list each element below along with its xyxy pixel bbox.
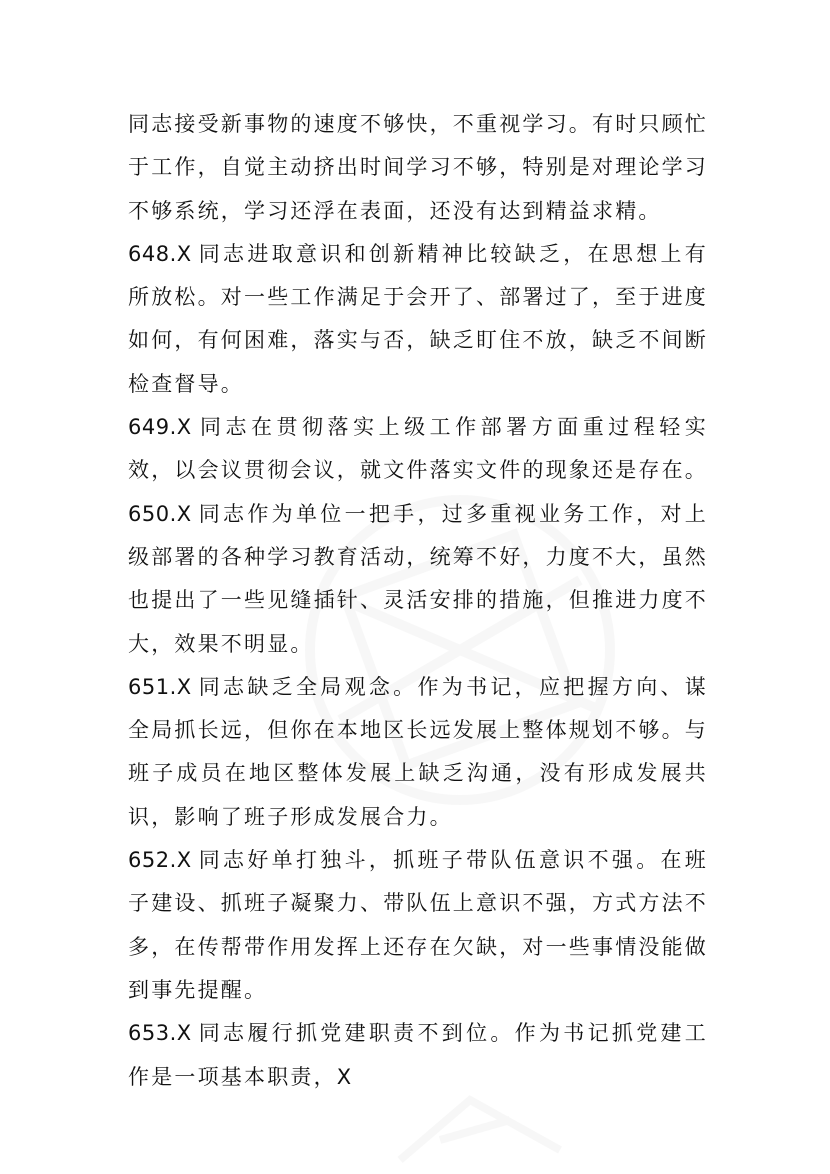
paragraph-653 [128, 1012, 708, 1099]
item-number: 648.X [128, 241, 192, 266]
paragraph-text: 同志履行抓党建职责不到位。作为书记抓党建工作是一项基本职责，X [128, 1021, 708, 1089]
paragraph-text: 同志进取意识和创新精神比较缺乏，在思想上有所放松。对一些工作满足于会开了、部署过了，至于进度如何，有何困难，落实与否，缺乏盯住不放，缺乏不间断检查督导。 [128, 241, 708, 396]
paragraph-647-continued [128, 103, 708, 233]
paragraph-text: 同志接受新事物的速度不够快，不重视学习。有时只顾忙于工作，自觉主动挤出时间学习不够，特别是对理论学习不够系统，学习还浮在表面，还没有达到精益求精。 [128, 112, 708, 223]
item-number: 652.X [128, 848, 192, 873]
item-number: 653.X [128, 1021, 192, 1046]
paragraph-649 [128, 406, 708, 493]
item-number: 651.X [128, 674, 192, 699]
paragraph-text: 同志作为单位一把手，过多重视业务工作，对上级部署的各种学习教育活动，统筹不好，力度不大，虽然也提出了一些见缝插针、灵活安排的措施，但推进力度不大，效果不明显。 [128, 501, 708, 656]
paragraph-652 [128, 839, 708, 1012]
item-number: 649.X [128, 415, 192, 440]
paragraph-text: 同志在贯彻落实上级工作部署方面重过程轻实效，以会议贯彻会议，就文件落实文件的现象还是存在。 [128, 415, 708, 483]
item-number: 650.X [128, 501, 192, 526]
paragraph-650 [128, 493, 708, 666]
paragraph-text: 同志好单打独斗，抓班子带队伍意识不强。在班子建设、抓班子凝聚力、带队伍上意识不强，方式方法不多，在传帮带作用发挥上还存在欠缺，对一些事情没能做到事先提醒。 [128, 848, 708, 1002]
document-body [128, 103, 708, 1099]
paragraph-651 [128, 666, 708, 839]
paragraph-text: 同志缺乏全局观念。作为书记，应把握方向、谋全局抓长远，但你在本地区长远发展上整体规划不够。与班子成员在地区整体发展上缺乏沟通，没有形成发展共识，影响了班子形成发展合力。 [128, 674, 708, 829]
paragraph-648 [128, 233, 708, 406]
